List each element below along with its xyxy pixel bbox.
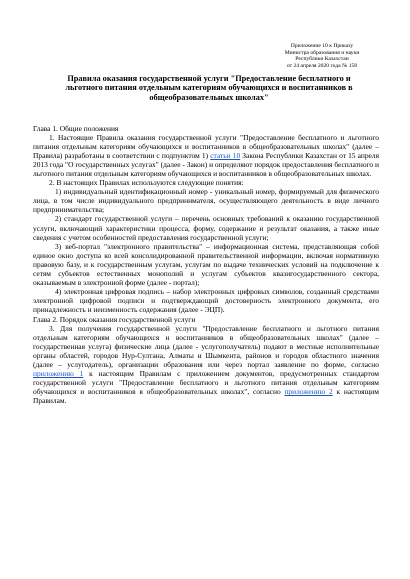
- appendix-1-link[interactable]: приложению 1: [33, 369, 84, 379]
- paragraph-3-text: 3. Для получения государственной услуги "Предоставление бесплатного и льготного питания отдельным категориям обучающихся и воспитанников в общеобразовательных школах" (далее – государственная услуга) физические лица (далее - услугополучатель) подают в местные исполнительные органы областей, городов Нур-Султана, Алматы и Шымкента, районов и городов областного значения (далее – услугодатель), организации образования или через портал заявление по форме, согласно: [33, 324, 379, 370]
- definition-4: 4) электронная цифровая подпись – набор электронных цифровых символов, созданный средствами электронной цифровой подписи и подтверждающий достоверность электронного документа, его принадлежность и неизменность содержания (далее - ЭЦП).: [33, 286, 379, 314]
- document-body: [33, 124, 379, 405]
- paragraph-3-text-mid: к настоящим Правилам с приложением документов, предусмотренных стандартом государственной услуги "Предоставление бесплатного и льготного питания отдельным категориям обучающихся и воспитанников в общеобразовательных школах", согласно: [33, 369, 379, 397]
- appendix-line: Министра образования и науки: [284, 49, 360, 56]
- chapter-2-heading: Глава 2. Порядок оказания государственной услуги: [33, 314, 196, 324]
- appendix-line: Республики Казахстан: [295, 56, 349, 62]
- paragraph-3: [33, 324, 379, 405]
- paragraph-3-text-end: к настоящим Правилам.: [33, 387, 379, 406]
- appendix-line: Приложение 10 к Приказу: [290, 43, 354, 49]
- paragraph-2: 2. В настоящих Правилах используются следующие понятия:: [49, 178, 244, 188]
- appendix-line: от 24 апреля 2020 года № 158: [286, 62, 358, 69]
- article-10-link[interactable]: статьи 10: [210, 151, 241, 161]
- appendix-2-link[interactable]: приложению 2: [284, 387, 333, 397]
- paragraph-1-text-end: Закона Республики Казахстан от 15 апреля 2013 года "О государственных услугах" (далее - Закон) и определяют порядок предоставления бесплатного и льготного питания отдельным категориям обучающихся и воспитанников в общеобразовательных школах.: [33, 151, 379, 179]
- paragraph-1-text: 1. Настоящие Правила оказания государственной услуги "Предоставление бесплатного и льготного питания отдельным категориям обучающихся и воспитанников в общеобразовательных школах" (далее – Правила) разработаны в соответствии с подпунктом 1): [33, 133, 379, 161]
- paragraph-1: [33, 133, 379, 178]
- definition-3: 3) веб-портал "электронного правительства" – информационная система, представляющая собой единое окно доступа ко всей консолидированной правительственной информации, включая нормативную правовую базу, и к государственным услугам, услугам по выдаче технических условий на подключение к сетям субъектов естественных монополий и услугам субъектов квазигосударственного сектора, оказываемым в электронной форме (далее - портал);: [33, 241, 379, 287]
- definition-1: 1) индивидуальный идентификационный номер - уникальный номер, формируемый для физического лица, в том числе индивидуального предпринимателя, осуществляющего деятельность в виде личного предпринимательства;: [33, 187, 379, 215]
- chapter-1-heading: Глава 1. Общие положения: [33, 124, 119, 133]
- appendix-note: [262, 43, 382, 69]
- document-title: Правила оказания государственной услуги "Предоставление бесплатного и льготного питания отдельным категориям обучающихся и воспитанников в общеобразовательных школах": [65, 74, 353, 102]
- definition-2: 2) стандарт государственной услуги – перечень основных требований к оказанию государственной услуги, включающий характеристики процесса, форму, содержание и результат оказания, а также иные сведения с учетом особенностей предоставления государственной услуги;: [33, 214, 379, 242]
